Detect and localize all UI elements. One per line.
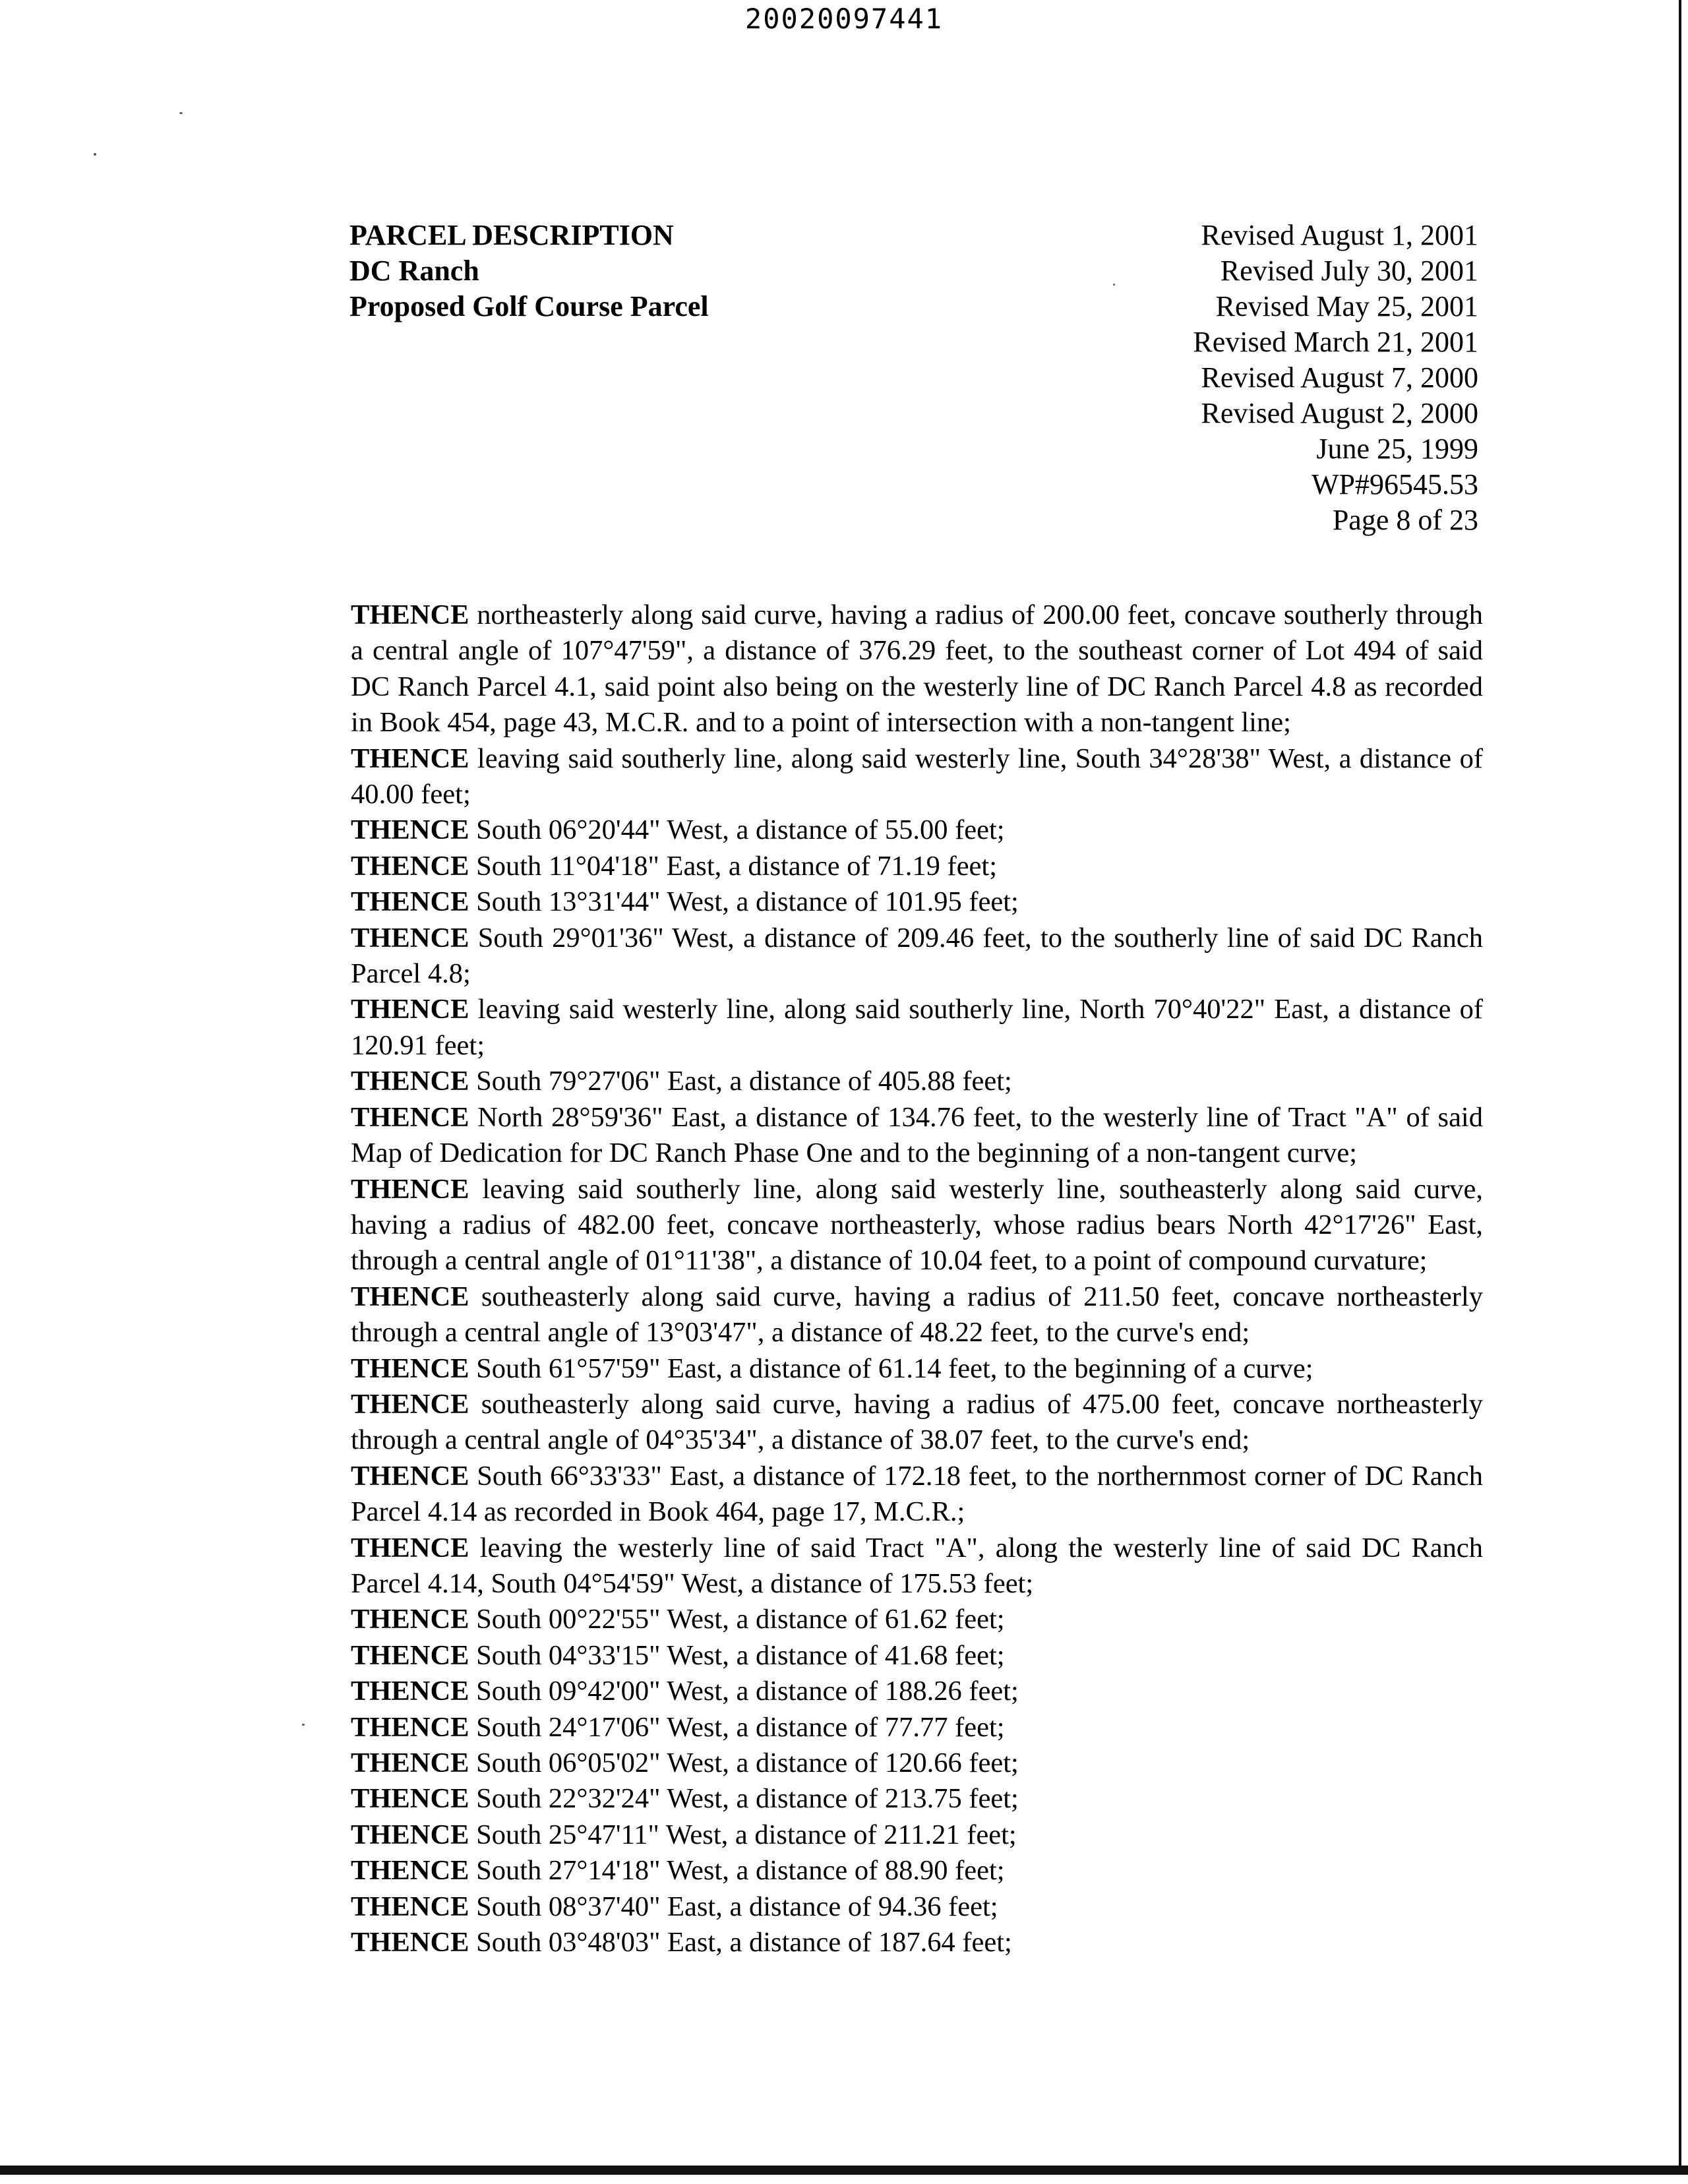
scan-border-right <box>1679 0 1681 2169</box>
course-call <box>351 1710 1483 1745</box>
course-keyword: THENCE <box>351 1460 469 1492</box>
course-call <box>351 1387 1483 1459</box>
scan-speck <box>94 153 96 156</box>
course-text: southeasterly along said curve, having a radius of 211.50 feet, concave northeasterly through a central angle of 13°03'47", a distance of 48.22 feet, to the curve's end; <box>351 1281 1483 1349</box>
course-keyword: THENCE <box>351 1066 469 1097</box>
course-text: North 28°59'36" East, a distance of 134.76 feet, to the westerly line of Tract "A" of said Map of Dedication for DC Ranch Phase One and to the beginning of a non-tangent curve; <box>351 1101 1483 1169</box>
course-text: northeasterly along said curve, having a radius of 200.00 feet, concave southerly through a central angle of 107°47'59", a distance of 376.29 feet, to the southeast corner of Lot 494 of said DC Ranch Parcel 4.1, said point also being on the westerly line of DC Ranch Parcel 4.8 as recorded in Book 454, page 43, M.C.R. and to a point of intersection with a non-tangent line; <box>351 599 1483 739</box>
course-call <box>351 1100 1483 1172</box>
course-keyword: THENCE <box>351 1676 469 1707</box>
revision-date: Revised August 7, 2000 <box>1201 361 1478 394</box>
course-keyword: THENCE <box>351 1819 469 1850</box>
course-keyword: THENCE <box>351 1604 469 1635</box>
original-date: June 25, 1999 <box>1316 433 1478 465</box>
header-revision-block <box>1193 218 1478 538</box>
header-title-block <box>349 218 709 324</box>
course-call <box>351 1745 1483 1781</box>
course-keyword: THENCE <box>351 1639 469 1671</box>
course-text: South 06°20'44" West, a distance of 55.00 feet; <box>469 814 1005 846</box>
revision-date: Revised August 2, 2000 <box>1201 397 1478 429</box>
course-keyword: THENCE <box>351 994 469 1025</box>
course-text: southeasterly along said curve, having a radius of 475.00 feet, concave northeasterly through a central angle of 04°35'34", a distance of 38.07 feet, to the curve's end; <box>351 1388 1483 1456</box>
course-keyword: THENCE <box>351 1101 469 1133</box>
course-text: South 79°27'06" East, a distance of 405.88 feet; <box>469 1066 1012 1097</box>
scan-speck <box>302 1724 305 1726</box>
revision-date: Revised May 25, 2001 <box>1215 290 1478 322</box>
course-text: South 00°22'55" West, a distance of 61.62 feet; <box>469 1604 1005 1635</box>
course-text: South 08°37'40" East, a distance of 94.36 feet; <box>469 1891 998 1922</box>
course-keyword: THENCE <box>351 1173 469 1205</box>
legal-description-body <box>351 597 1483 1960</box>
course-text: South 06°05'02" West, a distance of 120.66 feet; <box>469 1747 1019 1778</box>
course-text: leaving the westerly line of said Tract "A", along the westerly line of said DC Ranch Parcel 4.14, South 04°54'59" West, a distance of 175.53 feet; <box>351 1532 1483 1599</box>
course-keyword: THENCE <box>351 886 469 918</box>
course-keyword: THENCE <box>351 1281 469 1312</box>
course-keyword: THENCE <box>351 1711 469 1743</box>
course-call <box>351 992 1483 1064</box>
course-call <box>351 741 1483 813</box>
course-text: South 09°42'00" West, a distance of 188.26 feet; <box>469 1676 1019 1707</box>
page-number: Page 8 of 23 <box>1332 504 1478 536</box>
course-text: leaving said westerly line, along said southerly line, North 70°40'22" East, a distance of 120.91 feet; <box>351 994 1483 1061</box>
course-call <box>351 1459 1483 1531</box>
course-call <box>351 1602 1483 1637</box>
scan-speck <box>179 112 183 114</box>
course-keyword: THENCE <box>351 850 469 882</box>
course-call <box>351 884 1483 920</box>
course-text: South 13°31'44" West, a distance of 101.95 feet; <box>469 886 1019 918</box>
course-keyword: THENCE <box>351 599 469 630</box>
revision-date: Revised July 30, 2001 <box>1220 255 1478 287</box>
course-text: leaving said southerly line, along said westerly line, South 34°28'38" West, a distance of 40.00 feet; <box>351 743 1483 810</box>
course-call <box>351 1172 1483 1279</box>
course-text: South 22°32'24" West, a distance of 213.75 feet; <box>469 1783 1019 1815</box>
header-subject: Proposed Golf Course Parcel <box>349 290 709 322</box>
work-project-number: WP#96545.53 <box>1311 468 1478 501</box>
course-call <box>351 849 1483 884</box>
course-keyword: THENCE <box>351 1388 469 1420</box>
header-project: DC Ranch <box>349 255 479 287</box>
course-call <box>351 1638 1483 1674</box>
course-call <box>351 1889 1483 1925</box>
revision-date: Revised March 21, 2001 <box>1193 326 1478 358</box>
course-text: South 11°04'18" East, a distance of 71.19 feet; <box>469 850 998 882</box>
course-call <box>351 921 1483 992</box>
course-text: South 24°17'06" West, a distance of 77.77 feet; <box>469 1711 1005 1743</box>
course-text: leaving said southerly line, along said westerly line, southeasterly along said curve, having a radius of 482.00 feet, concave northeasterly, whose radius bears North 42°17'26" East, through a central angle of 01°11'38", a distance of 10.04 feet, to a point of compound curvature; <box>351 1173 1483 1277</box>
course-text: South 03°48'03" East, a distance of 187.64 feet; <box>469 1927 1012 1958</box>
course-call <box>351 1351 1483 1387</box>
course-keyword: THENCE <box>351 1855 469 1887</box>
document-number: 20020097441 <box>744 3 944 35</box>
header-title: PARCEL DESCRIPTION <box>349 219 674 251</box>
scan-border-bottom <box>0 2166 1688 2175</box>
course-call <box>351 597 1483 741</box>
course-call <box>351 1817 1483 1853</box>
course-text: South 61°57'59" East, a distance of 61.14 feet, to the beginning of a curve; <box>469 1352 1313 1384</box>
course-keyword: THENCE <box>351 922 469 954</box>
course-call <box>351 1064 1483 1099</box>
course-keyword: THENCE <box>351 1891 469 1922</box>
course-keyword: THENCE <box>351 814 469 846</box>
course-call <box>351 1674 1483 1709</box>
course-call <box>351 1531 1483 1602</box>
scan-speck <box>1113 284 1115 286</box>
course-keyword: THENCE <box>351 1927 469 1958</box>
course-text: South 66°33'33" East, a distance of 172.18 feet, to the northernmost corner of DC Ranch Parcel 4.14 as recorded in Book 464, page 17, M.C.R.; <box>351 1460 1483 1528</box>
course-keyword: THENCE <box>351 743 469 774</box>
course-text: South 27°14'18" West, a distance of 88.90 feet; <box>469 1855 1005 1887</box>
course-call <box>351 1853 1483 1889</box>
course-call <box>351 1925 1483 1960</box>
revision-date: Revised August 1, 2001 <box>1201 219 1478 251</box>
course-text: South 25°47'11" West, a distance of 211.21 feet; <box>469 1819 1017 1850</box>
course-call <box>351 1781 1483 1817</box>
course-keyword: THENCE <box>351 1352 469 1384</box>
course-keyword: THENCE <box>351 1747 469 1778</box>
course-call <box>351 1279 1483 1351</box>
course-keyword: THENCE <box>351 1783 469 1815</box>
course-call <box>351 812 1483 848</box>
course-keyword: THENCE <box>351 1532 469 1563</box>
course-text: South 29°01'36" West, a distance of 209.46 feet, to the southerly line of said DC Ranch Parcel 4.8; <box>351 922 1483 990</box>
course-text: South 04°33'15" West, a distance of 41.68 feet; <box>469 1639 1005 1671</box>
